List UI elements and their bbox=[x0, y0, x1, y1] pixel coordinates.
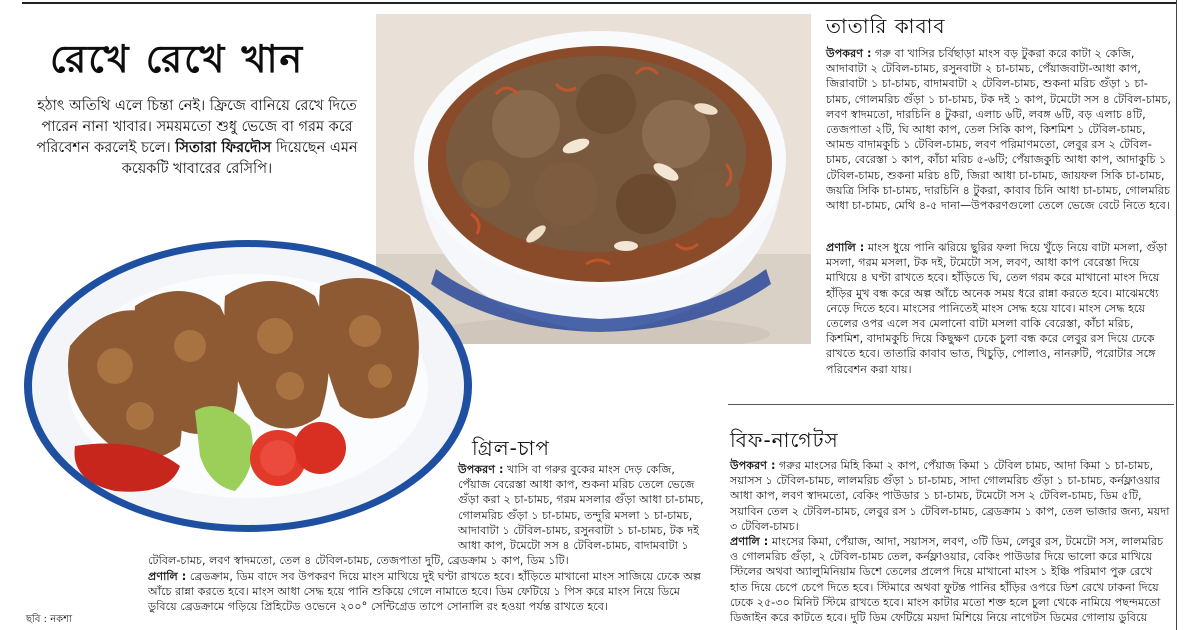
headline: রেখে রেখে খান bbox=[50, 37, 305, 81]
intro-tail: দিয়েছেন এমন কয়েকটি খাবারের রেসিপি। bbox=[121, 140, 358, 177]
method-label: প্রণালি : bbox=[148, 570, 187, 583]
method-label: প্রণালি : bbox=[826, 241, 865, 254]
beef-nuggets-title: বিফ-নাগেটস bbox=[730, 428, 839, 452]
top-rule bbox=[22, 2, 1176, 4]
beef-nuggets-ingredients-text: গরুর মাংসের মিহি কিমা ২ কাপ, পেঁয়াজ কিমা ১ টেবিল চামচ, আদা কিমা ১ চা-চামচ, সয়াসস ১ টেবিল-চামচ, লালমরিচ গুঁড়া ১ চা-চামচ, সাদা গোলমরিচ গুঁড়া ১ চা-চামচ, কর্নফ্লাওয়ার আধা কাপ, লবণ স্বাদমতো, বেকিং পাউডার ১ চা-চামচ, টমেটো সস ২ টেবিল-চামচ, ডিম ৫টি, সয়াবিন তেল ২ টেবিল-চামচ, লেবুর রস ১ টেবিল-চামচ, ব্রেডক্রাম ১ কাপ, তেল ভাজার জন্য, ময়দা ৩ টেবিল-চামচ। bbox=[730, 459, 1170, 533]
method-label: প্রণালি : bbox=[730, 535, 769, 548]
grill-chop-ingredients-rest-text: টেবিল-চামচ, লবণ স্বাদমতো, তেল ৪ টেবিল-চামচ, তেজপাতা দুটি, ব্রেডক্রাম ১ কাপ, ডিম ১টি। bbox=[148, 554, 569, 567]
author-name: সিতারা ফিরদৌস bbox=[175, 140, 272, 156]
grill-chop-method bbox=[148, 569, 708, 615]
beef-nuggets-method bbox=[730, 534, 1172, 630]
ingredients-label: উপকরণ : bbox=[458, 463, 504, 476]
ingredients-label: উপকরণ : bbox=[826, 47, 872, 60]
tatari-kabab-ingredients-text: গরু বা খাসির চর্বিছাড়া মাংস বড় টুকরা করে কাটা ২ কেজি, আদাবাটা ২ টেবিল-চামচ, রসুনবাটা ২ চা-চামচ, পেঁয়াজবাটা-আধা কাপ, জিরাবাটা ১ চা-চামচ, বাদামবাটা ২ টেবিল-চামচ, শুকনা মরিচ গুঁড়া ১ চা-চামচ, গোলমরিচ গুঁড়া ১ চা-চামচ, টক দই ১ কাপ, টমেটো সস ৪ টেবিল-চামচ, লবণ স্বাদমতো, দারচিনি ৪ টুকরা, এলাচ ৬টি, লবঙ্গ ৬টি, বড় এলাচ ৪টি, তেজপাতা ২টি, ঘি আধা কাপ, তেল সিকি কাপ, কিশমিশ ১ টেবিল-চামচ, আমন্ড বাদামকুচি ১ টেবিল-চামচ, লবণ পরিমাণমতো, লেবুর রস ২ টেবিল-চামচ, বেরেস্তা ১ কাপ, কাঁচা মরিচ ৫-৬টি; পেঁয়াজকুচি আধা কাপ, আদাকুচি ১ টেবিল-চামচ, শুকনা মরিচ ৪টি, জিরা আধা চা-চামচ, জায়ফল সিকি চা-চামচ, জয়ত্রি সিকি চা-চামচ, দারচিনি ৪ টুকরা, কাবাব চিনি আধা চা-চামচ, গোলমরিচ আধা চা-চামচ, মেথি ৪-৫ দানা—উপকরণগুলো তেলে ভেজে বেটে নিতে হবে। bbox=[826, 47, 1171, 213]
grill-chop-ingredients-top bbox=[458, 462, 708, 553]
tatari-kabab-method bbox=[826, 240, 1172, 377]
tatari-kabab-method-text: মাংস ধুয়ে পানি ঝরিয়ে ছুরির ফলা দিয়ে খুঁড়ে নিয়ে বাটা মসলা, গুঁড়া মসলা, গরম মসলা, টক দই, টমেটো সস, লবণ, আধা কাপ বেরেস্তা দিয়ে মাখিয়ে ৪ ঘণ্টা রাখতে হবে। হাঁড়িতে ঘি, তেল গরম করে মাখানো মাংস দিয়ে হাঁড়ির মুখ বন্ধ করে অল্প আঁচে অনেক সময় ধরে রান্না করতে হবে। মাঝেমধ্যে নেড়ে দিতে হবে। মাংসের পানিতেই মাংস সেদ্ধ হয়ে যাবে। মাংস সেদ্ধ হয়ে তেলের ওপর এলে সব মেলানো বাটা মসলা বাকি বেরেস্তা, কাঁচা মরিচ, কিশমিশ, বাদামকুচি দিয়ে কিছুক্ষণ ঢেকে চুলা বন্ধ করে লেবুর রস দিয়ে ঢেকে রাখতে হবে। তাতারি কাবাব ভাত, খিচুড়ি, পোলাও, নানরুটি, পরোটার সঙ্গে পরিবেশন করা যায়। bbox=[826, 241, 1168, 376]
tatari-kabab-ingredients bbox=[826, 46, 1172, 213]
intro-body: হঠাৎ অতিথি এলে চিন্তা নেই। ফ্রিজে বানিয়ে রেখে দিতে পারেন নানা খাবার। সময়মতো শুধু ভেজে বা গরম করে পরিবেশন করলেই চলে। bbox=[36, 98, 357, 156]
ingredients-label: উপকরণ : bbox=[730, 459, 776, 472]
section-rule bbox=[728, 404, 1174, 405]
grill-chop-ingredients-rest bbox=[148, 553, 708, 568]
grill-chop-photo bbox=[20, 236, 476, 536]
intro-text bbox=[26, 96, 368, 180]
photo-credit: ছবি : নকশা bbox=[26, 614, 72, 625]
grill-chop-method-text: ব্রেডক্রাম, ডিম বাদে সব উপকরণ দিয়ে মাংস মাখিয়ে দুই ঘণ্টা রাখতে হবে। হাঁড়িতে মাখানো মাংস সাজিয়ে ঢেকে অল্প আঁচে রান্না করতে হবে। মাংস আধা সেদ্ধ হয়ে পানি শুকিয়ে গেলে নামাতে হবে। ডিম ফেটিয়ে ১ পিস করে মাংস নিয়ে ডিমে ডুবিয়ে ব্রেডক্রামে গড়িয়ে প্রিহিটেড ওভেনে ২০০° সেন্টিগ্রেড তাপে সোনালি রং হওয়া পর্যন্ত রাখতে হবে। bbox=[148, 570, 701, 614]
grill-chop-title: গ্রিল-চাপ bbox=[472, 436, 550, 460]
beef-nuggets-ingredients bbox=[730, 458, 1172, 534]
column-divider bbox=[1176, 0, 1177, 630]
grill-chop-ingredients-text: খাসি বা গরুর বুকের মাংস দেড় কেজি, পেঁয়াজ বেরেস্তা আধা কাপ, শুকনা মরিচ তেলে ভেজে গুঁড়া করা ২ চা-চামচ, গরম মসলার গুঁড়া আধা চা-চামচ, গোলমরিচ গুঁড়া ১ চা-চামচ, তন্দুরি মসলা ১ চা-চামচ, আদাবাটা ১ টেবিল-চামচ, রসুনবাটা ১ চা-চামচ, টক দই আধা কাপ, টমেটো সস ৪ টেবিল-চামচ, বাদামবাটা ১ bbox=[458, 463, 704, 553]
tatari-kabab-title: তাতারি কাবাব bbox=[826, 14, 946, 38]
beef-nuggets-method-text: মাংসের কিমা, পেঁয়াজ, আদা, সয়াসস, লবণ, ৩টি ডিম, লেবুর রস, টমেটো সস, লালমরিচ ও গোলমরিচ গুঁড়া, ২ টেবিল-চামচ তেল, কর্নফ্লাওয়ার, বেকিং পাউডার দিয়ে ভালো করে মাখিয়ে স্টিলের অথবা অ্যালুমিনিয়াম ডিশে তেলের প্রলেপ দিয়ে মাখানো মাংস ১ ইঞ্চি পরিমাণ পুরু রেখে হাত দিয়ে চেপে চেপে দিতে হবে। স্টিমারে অথবা ফুটন্ত পানির হাঁড়ির ওপরে ডিশ রেখে ঢাকনা দিয়ে ঢেকে ২৫-৩০ মিনিট স্টিমে রাখতে হবে। মাংস কাটার মতো শক্ত হলে চুলা থেকে নামিয়ে পছন্দমতো ডিজাইন করে কাটতে হবে। দুটি ডিম ফেটিয়ে ময়দা মিশিয়ে নিয়ে নাগেটস ডিমের গোলায় ডুবিয়ে bbox=[730, 535, 1164, 625]
